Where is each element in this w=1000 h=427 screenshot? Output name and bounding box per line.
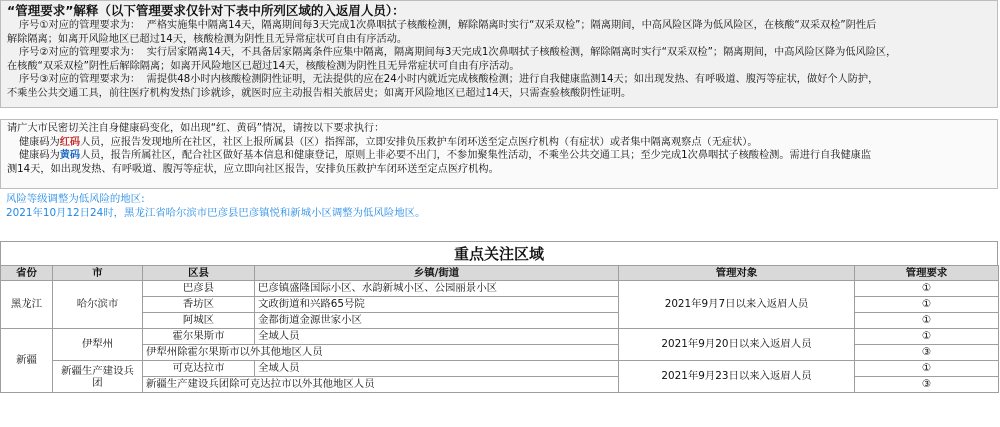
header-street: 乡镇/街道 [255, 266, 619, 281]
header-county: 区县 [143, 266, 255, 281]
requirement-1-line-1: 序号①对应的管理要求为： 严格实施集中隔离14天，隔离期间每3天完成1次鼻咽拭子核酸检测，解除隔离时实行“双采双检”；隔离期间，中高风险区降为低风险区，在核酸“双采双检”阴性后 [19, 20, 877, 31]
cell-county: 巴彦县 [143, 281, 255, 297]
requirement-1-line-2: 解除隔离；如离开风险地区已超过14天，核酸检测为阴性且无异常症状可自由有序活动。 [7, 33, 408, 45]
cell-province: 新疆 [1, 329, 53, 393]
yellow-code-continued: 测14天，如出现发热、有呼吸道、腹泻等症状，应立即向社区报告，安排负压救护车闭环送至定点医疗机构。 [7, 163, 499, 175]
cell-street: 巴彦镇盛隆国际小区、水韵新城小区、公园丽景小区 [255, 281, 619, 297]
risk-adjustment-title: 风险等级调整为低风险的地区: [6, 193, 145, 205]
cell-requirement: ③ [855, 345, 999, 361]
cell-street: 全域人员 [255, 361, 619, 377]
cell-county: 可克达拉市 [143, 361, 255, 377]
header-target: 管理对象 [619, 266, 855, 281]
cell-target: 2021年9月7日以来入返眉人员 [619, 281, 855, 329]
cell-target: 2021年9月20日以来入返眉人员 [619, 329, 855, 361]
requirement-2-line-2: 在核酸“双采双检”阴性后解除隔离；如离开风险地区已超过14天，核酸检测为阴性且无异常症状可自由有序活动。 [7, 60, 520, 72]
requirements-heading: “管理要求”解释（以下管理要求仅针对下表中所列区域的入返眉人员）： [7, 3, 405, 18]
cell-city: 新疆生产建设兵团 [53, 361, 143, 393]
table-row [1, 361, 999, 377]
cell-street: 文政街道和兴路65号院 [255, 297, 619, 313]
cell-requirement: ① [855, 313, 999, 329]
header-requirement: 管理要求 [855, 266, 999, 281]
cell-county: 霍尔果斯市 [143, 329, 255, 345]
cell-requirement: ① [855, 361, 999, 377]
yellow-code-line [7, 149, 991, 163]
focus-area-table [0, 265, 999, 393]
requirement-2-line-1: 序号②对应的管理要求为： 实行居家隔离14天，不具备居家隔离条件应集中隔离，隔离期间每3天完成1次鼻咽拭子核酸检测，解除隔离时实行“双采双检”；隔离期间，中高风险区降为低风险区， [19, 47, 897, 58]
cell-requirement: ③ [855, 377, 999, 393]
cell-street: 金都街道金源世家小区 [255, 313, 619, 329]
red-code-line [7, 136, 991, 150]
cell-target: 2021年9月23日以来入返眉人员 [619, 361, 855, 393]
cell-other-areas: 伊犁州除霍尔果斯市以外其他地区人员 [143, 345, 619, 361]
cell-requirement: ① [855, 281, 999, 297]
cell-requirement: ① [855, 329, 999, 345]
table-header-row [1, 266, 999, 281]
cell-street: 全域人员 [255, 329, 619, 345]
requirement-3-line-2: 不乘坐公共交通工具，前往医疗机构发热门诊就诊，就医时应主动报告相关旅居史；如离开风险地区已超过14天，只需查验核酸阴性证明。 [7, 87, 632, 99]
health-code-intro: 请广大市民密切关注自身健康码变化，如出现“红、黄码”情况，请按以下要求执行： [7, 123, 385, 134]
cell-other-areas: 新疆生产建设兵团除可克达拉市以外其他地区人员 [143, 377, 619, 393]
yellow-code-word: 黄码 [59, 150, 81, 162]
header-province: 省份 [1, 266, 53, 281]
management-requirements-box [0, 0, 998, 108]
red-code-word: 红码 [59, 136, 81, 148]
yellow-code-text: 人员，报告所属社区，配合社区做好基本信息和健康登记，原则上非必要不出门，不参加聚集性活动，不乘坐公共交通工具；至少完成1次鼻咽拭子核酸检测。需进行自我健康监 [80, 150, 872, 162]
red-code-prefix: 健康码为 [19, 136, 60, 148]
header-city: 市 [53, 266, 143, 281]
table-row [1, 329, 999, 345]
yellow-code-prefix: 健康码为 [19, 150, 60, 162]
health-code-box [0, 119, 998, 189]
cell-county: 阿城区 [143, 313, 255, 329]
focus-area-table-title: 重点关注区域 [0, 241, 998, 265]
risk-adjustment-text: 2021年10月12日24时，黑龙江省哈尔滨市巴彦县巴彦镇悦和新城小区调整为低风险地区。 [6, 207, 426, 219]
requirement-3-line-1: 序号③对应的管理要求为： 需提供48小时内核酸检测阴性证明，无法提供的应在24小时内就近完成核酸检测；进行自我健康监测14天；如出现发热、有呼吸道、腹泻等症状，做好个人防护， [19, 74, 879, 85]
red-code-text: 人员，应报告发现地所在社区，社区上报所属县（区）指挥部，立即安排负压救护车闭环送至定点医疗机构（有症状）或者集中隔离观察点（无症状）。 [80, 136, 758, 148]
cell-requirement: ① [855, 297, 999, 313]
cell-county: 香坊区 [143, 297, 255, 313]
cell-city: 伊犁州 [53, 329, 143, 361]
cell-city: 哈尔滨市 [53, 281, 143, 329]
cell-province: 黑龙江 [1, 281, 53, 329]
